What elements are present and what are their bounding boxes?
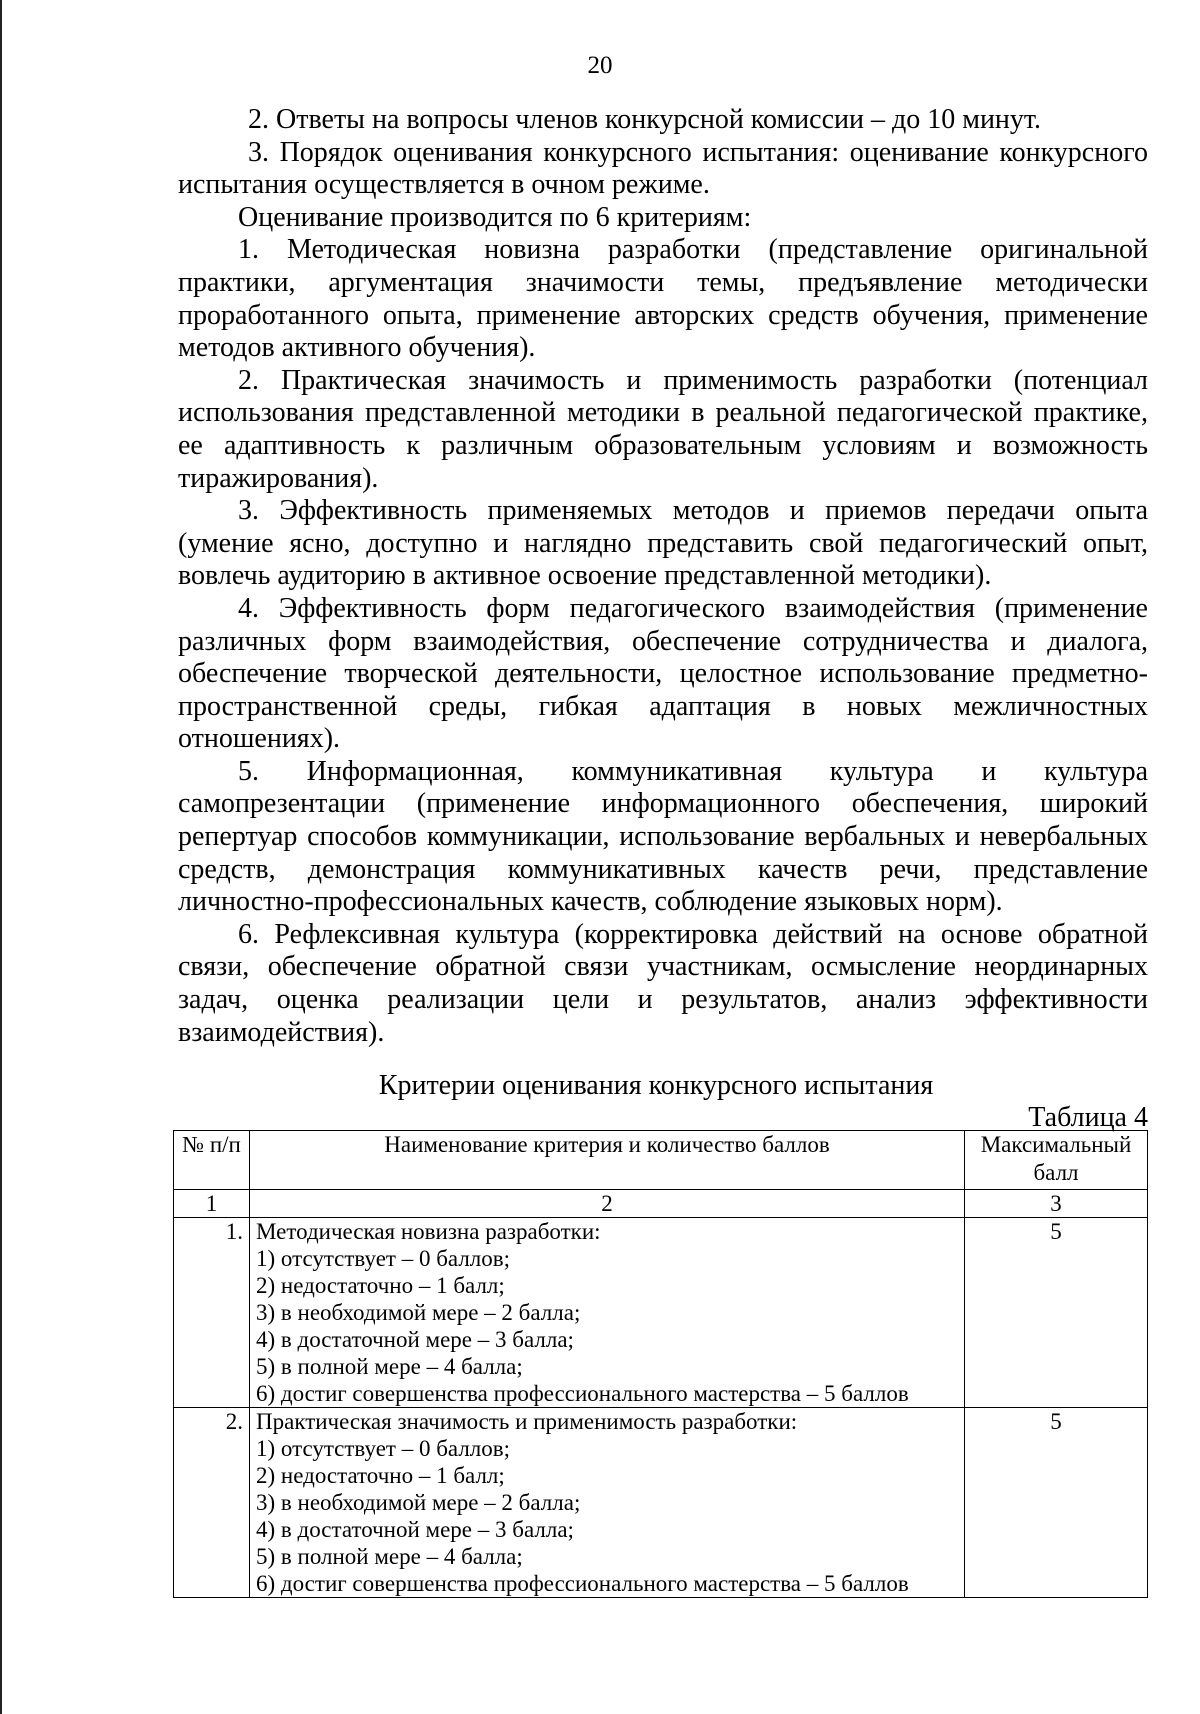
score-option: 4) в достаточной мере – 3 балла;: [256, 1517, 574, 1542]
row-number: 1.: [174, 1218, 250, 1408]
score-option: 6) достиг совершенства профессионального мастерства – 5 баллов: [256, 1571, 909, 1596]
row-max-score: 5: [965, 1218, 1148, 1408]
column-number-2: 2: [250, 1190, 965, 1218]
score-option: 2) недостаточно – 1 балл;: [256, 1273, 505, 1298]
criteria-table: [173, 1130, 1148, 1598]
paragraph-criterion-2: 2. Практическая значимость и применимость разработки (потенциал использования представленной методики в реальной педагогической практике, ее адаптивность к различным образовательным условиям и возможность тиражирования).: [178, 364, 1148, 494]
paragraph-criterion-1: 1. Методическая новизна разработки (представление оригинальной практики, аргументация значимости темы, предъявление методически проработанного опыта, применение авторских средств обучения, применение методов активного обучения).: [178, 234, 1148, 364]
row-criterion: [250, 1408, 965, 1598]
header-criterion-name: Наименование критерия и количество баллов: [250, 1131, 965, 1190]
table-header-row: [174, 1131, 1148, 1190]
table-row: [174, 1408, 1148, 1598]
paragraph-criterion-4: 4. Эффективность форм педагогического взаимодействия (применение различных форм взаимодействия, обеспечение сотрудничества и диалога, обеспечение творческой деятельности, целостное использование предметно-пространственной среды, гибкая адаптация в новых межличностных отношениях).: [178, 592, 1148, 755]
paragraph-criteria-intro: Оценивание производится по 6 критериям:: [238, 201, 752, 233]
table-title: Критерии оценивания конкурсного испытания: [378, 1070, 934, 1101]
table-row: [174, 1218, 1148, 1408]
score-option: 1) отсутствует – 0 баллов;: [256, 1436, 511, 1461]
score-option: 5) в полной мере – 4 балла;: [256, 1354, 523, 1379]
score-option: 2) недостаточно – 1 балл;: [256, 1463, 505, 1488]
header-number: № п/п: [174, 1131, 250, 1190]
column-numbers-row: [174, 1190, 1148, 1218]
criterion-name: Практическая значимость и применимость разработки:: [256, 1409, 798, 1434]
score-option: 6) достиг совершенства профессионального мастерства – 5 баллов: [256, 1381, 909, 1406]
score-option: 3) в необходимой мере – 2 балла;: [256, 1490, 581, 1515]
table-label: Таблица 4: [1028, 1102, 1148, 1133]
column-number-1: 1: [174, 1190, 250, 1218]
paragraph-evaluation-procedure: 3. Порядок оценивания конкурсного испытания: оценивание конкурсного испытания осуществляется в очном режиме.: [178, 136, 1148, 201]
row-criterion: [250, 1218, 965, 1408]
row-max-score: 5: [965, 1408, 1148, 1598]
score-option: 5) в полной мере – 4 балла;: [256, 1544, 523, 1569]
column-number-3: 3: [965, 1190, 1148, 1218]
page-number: 20: [587, 52, 613, 79]
paragraph-criterion-6: 6. Рефлексивная культура (корректировка действий на основе обратной связи, обеспечение обратной связи участникам, осмысление неординарных задач, оценка реализации цели и результатов, анализ эффективности взаимодействия).: [178, 918, 1148, 1048]
paragraph-answers-time: 2. Ответы на вопросы членов конкурсной комиссии – до 10 минут.: [248, 104, 1042, 135]
header-max-score: Максимальный балл: [965, 1131, 1148, 1190]
score-option: 1) отсутствует – 0 баллов;: [256, 1246, 511, 1271]
row-number: 2.: [174, 1408, 250, 1598]
paragraph-criterion-3: 3. Эффективность применяемых методов и приемов передачи опыта (умение ясно, доступно и наглядно представить свой педагогический опыт, вовлечь аудиторию в активное освоение представленной методики).: [178, 495, 1148, 592]
score-option: 4) в достаточной мере – 3 балла;: [256, 1327, 574, 1352]
paragraph-criterion-5: 5. Информационная, коммуникативная культура и культура самопрезентации (применение информационного обеспечения, широкий репертуар способов коммуникации, использование вербальных и невербальных средств, демонстрация коммуникативных качеств речи, представление личностно-профессиональных качеств, соблюдение языковых норм).: [178, 755, 1148, 918]
body-text: [178, 104, 1148, 1049]
scan-left-edge: [0, 0, 2, 1714]
criterion-name: Методическая новизна разработки:: [256, 1219, 601, 1244]
score-option: 3) в необходимой мере – 2 балла;: [256, 1300, 581, 1325]
